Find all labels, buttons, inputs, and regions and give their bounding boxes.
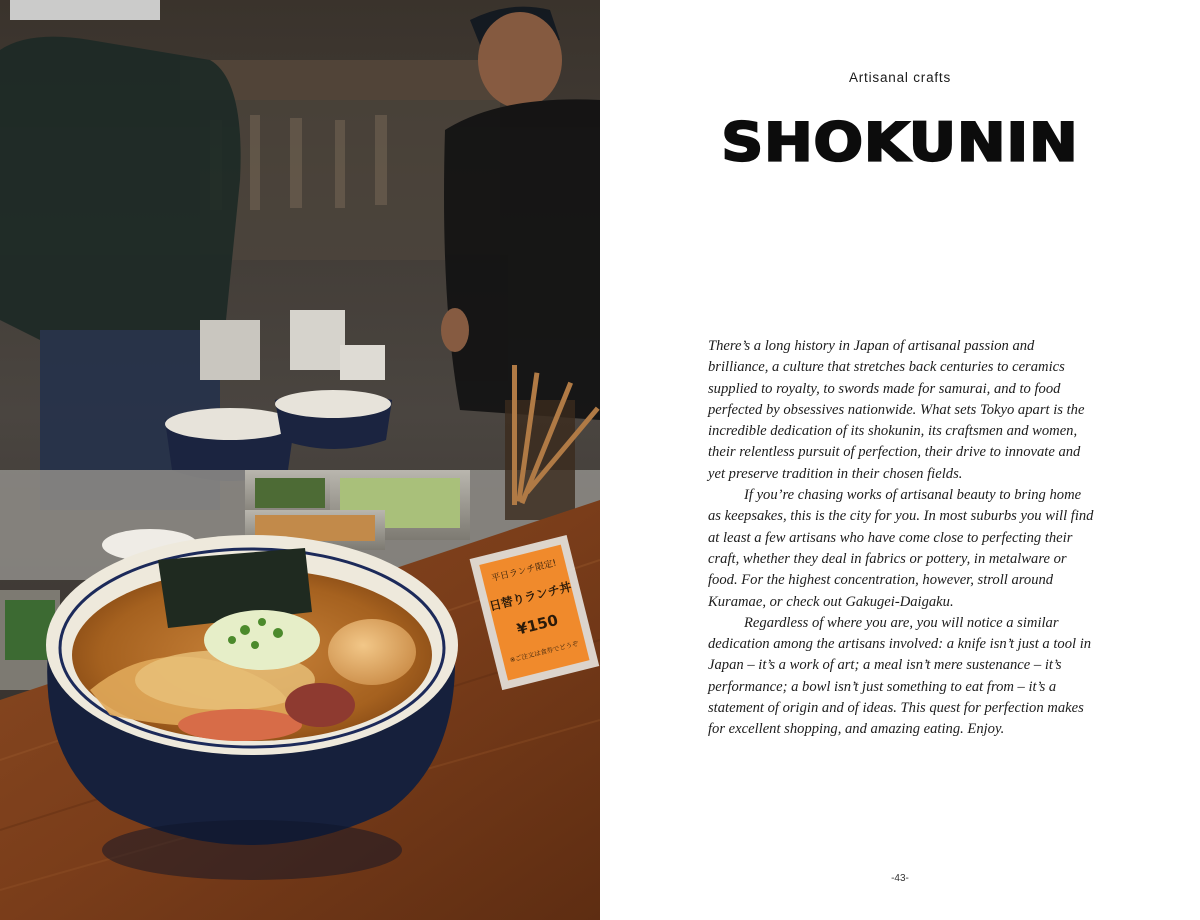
page-number: -43- [891,873,909,884]
sign-line-4: ※ご注文は食券でどうぞ [509,639,580,665]
paragraph-3: Regardless of where you are, you will notice a similar dedication among the artisans involved: a knife isn’t just a tool in Japan – it’s a work of art; a meal isn’t mere sustenance – it’s performance; a bowl isn’t just something to eat from – it’s a statement of origin and of ideas. This quest for perfection makes for excellent shopping, and amazing eating. Enjoy. [708,614,1092,738]
body-text [708,336,1094,741]
sign-line-2: 日替りランチ丼 [487,579,573,614]
paragraph-2: If you’re chasing works of artisanal beauty to bring home as keepsakes, this is the city for you. In most suburbs you will find at least a few artisans who have come close to perfecting their craft, whether they deal in fabrics or pottery, in metalware or food. For the highest concentration, however, stroll around Kuramae, or check out Gakugei-Daigaku. [708,487,1094,610]
sign-price: ¥150 [514,610,560,639]
sign-line-1: 平日ランチ限定! [490,558,558,585]
text-page [600,0,1200,920]
page-title: SHOKUNIN [721,112,1079,174]
egg [328,619,416,685]
paragraph-1: There’s a long history in Japan of artisanal passion and brilliance, a culture that stretches back centuries to ceramics supplied to royalty, to swords made for samurai, and to food perfected by obsessives nationwide. What sets Tokyo apart is the incredible dedication of its shokunin, its craftsmen and women, their relentless pursuit of perfection, their drive to innovate and yet preserve tradition in their chosen fields. [708,338,1085,482]
section-label: Artisanal crafts [848,70,952,85]
